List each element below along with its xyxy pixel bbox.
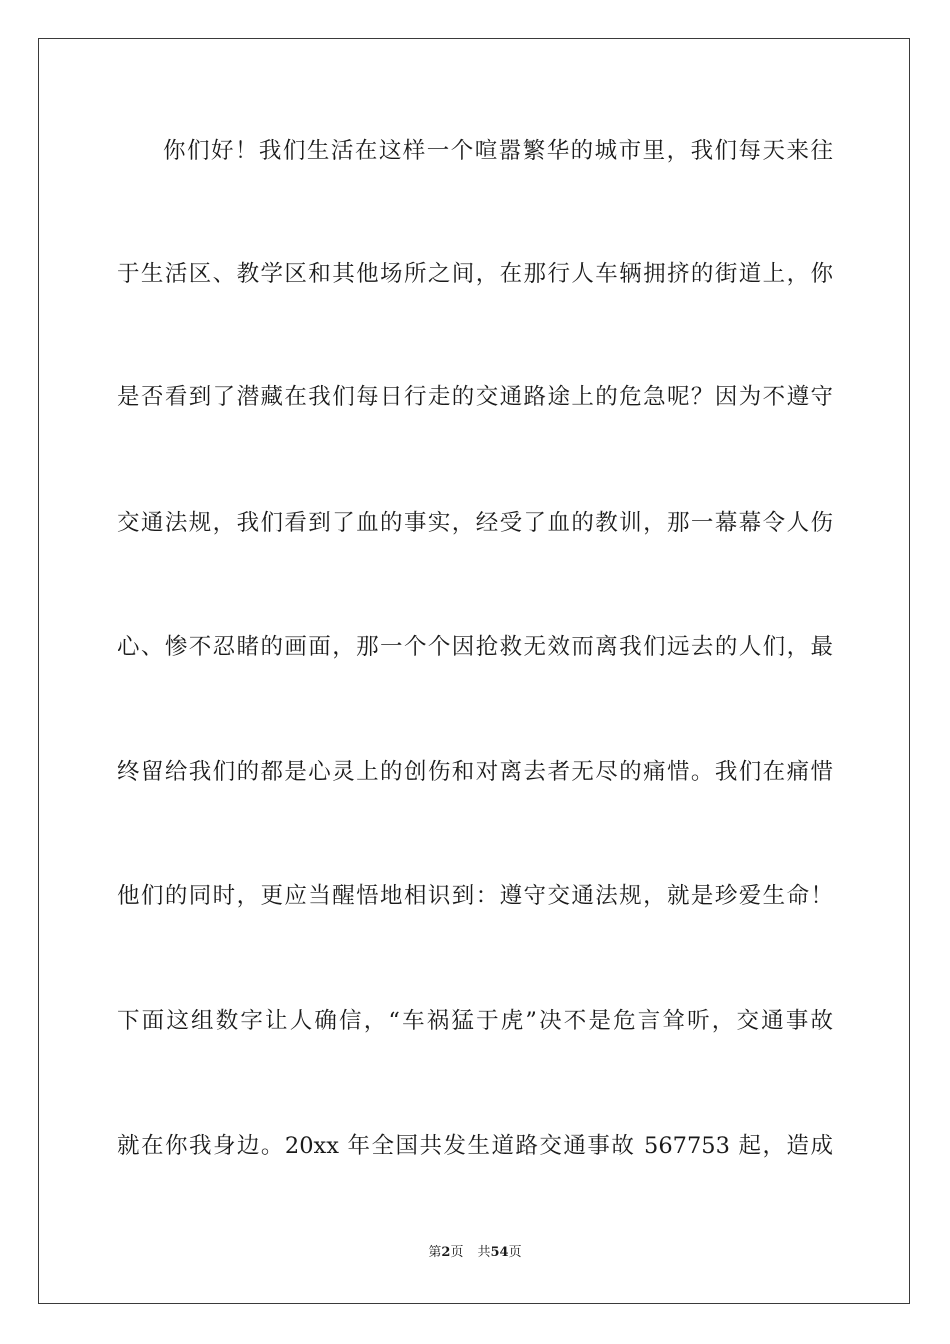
paragraph-line-4: 交通法规，我们看到了血的事实，经受了血的教训，那一幕幕令人伤 [117, 510, 833, 536]
paragraph-line-2: 于生活区、教学区和其他场所之间，在那行人车辆拥挤的街道上，你 [117, 261, 833, 287]
paragraph-line-5: 心、惨不忍睹的画面，那一个个因抢救无效而离我们远去的人们，最 [117, 634, 833, 660]
paragraph-line-3: 是否看到了潜藏在我们每日行走的交通路途上的危急呢？因为不遵守 [117, 384, 833, 410]
page-prefix: 第 [428, 1245, 442, 1260]
paragraph-line-7: 他们的同时，更应当醒悟地相识到：遵守交通法规，就是珍爱生命！ [117, 883, 833, 909]
paragraph-line-9: 就在你我身边。20xx 年全国共发生道路交通事故 567753 起，造成 [117, 1133, 833, 1159]
paragraph-line-1: 你们好！我们生活在这样一个喧嚣繁华的城市里，我们每天来往 [163, 138, 833, 164]
page-footer [0, 1244, 950, 1262]
paragraph-line-6: 终留给我们的都是心灵上的创伤和对离去者无尽的痛惜。我们在痛惜 [117, 759, 833, 785]
page-suffix: 页 [450, 1245, 464, 1260]
page-border [38, 38, 910, 1304]
page-number: 2 [441, 1245, 451, 1260]
paragraph-line-8: 下面这组数字让人确信，“车祸猛于虎”决不是危言耸听，交通事故 [117, 1008, 833, 1034]
total-pages: 54 [490, 1245, 509, 1260]
total-prefix: 共 [477, 1245, 491, 1260]
total-suffix: 页 [508, 1245, 522, 1260]
